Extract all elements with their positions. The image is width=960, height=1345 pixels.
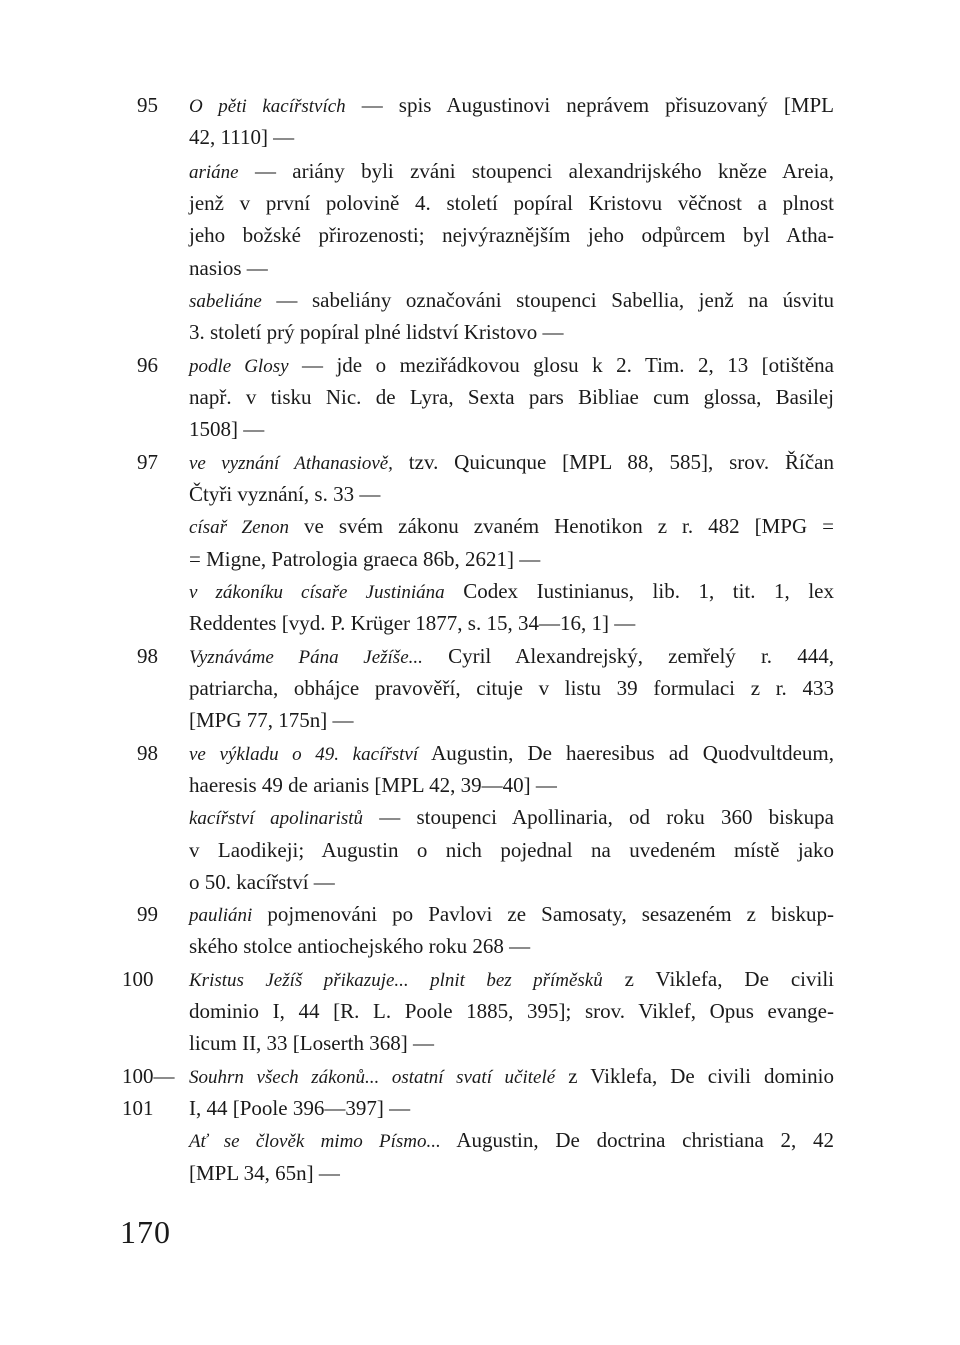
verse-reference-number: 101 — [122, 1096, 154, 1120]
text-line — [0, 769, 960, 801]
note-text — [189, 252, 268, 284]
note-text — [189, 316, 563, 348]
lemma-italic: v zákoníku císaře Justiniána — [189, 582, 445, 603]
text-line — [0, 252, 960, 284]
note-text — [189, 930, 530, 962]
text-line — [0, 1060, 960, 1092]
note-segment: Cyril Alexandrejský, zemřelý r. 444, — [422, 644, 834, 668]
note-text — [189, 1060, 834, 1094]
note-text — [189, 510, 834, 544]
note-text — [189, 704, 354, 736]
note-segment: patriarcha, obhájce pravověří, cituje v listu 39 formulaci z r. 433 — [189, 676, 834, 700]
note-text — [189, 1092, 410, 1124]
note-segment: I, 44 [Poole 396—397] — — [189, 1096, 411, 1120]
page-number: 170 — [120, 1214, 171, 1250]
note-segment: jeho božské přirozenosti; nejvýraznějším jeho odpůrcem byl Atha- — [189, 223, 834, 247]
note-segment: Augustin, De doctrina christiana 2, 42 — [440, 1128, 835, 1152]
note-text — [189, 737, 834, 771]
text-line — [0, 478, 960, 510]
note-text — [189, 349, 834, 383]
text-line — [0, 1092, 960, 1124]
note-segment: o 50. kacířství — — [189, 870, 335, 894]
note-segment: ve svém zákonu zvaném Henotikon z r. 482 [MPG = — [289, 514, 834, 538]
lemma-italic: kacířství apolinaristů — [189, 808, 364, 829]
text-line — [0, 413, 960, 445]
note-segment: [MPL 34, 65n] — — [189, 1161, 340, 1185]
note-text — [189, 672, 834, 704]
text-line — [0, 284, 960, 316]
text-line — [0, 995, 960, 1027]
note-text — [189, 963, 834, 997]
text-line — [0, 381, 960, 413]
text-line — [0, 898, 960, 930]
text-line — [0, 640, 960, 672]
lemma-italic: Vyznáváme Pána Ježíše... — [189, 647, 423, 668]
verse-reference-number: 98 — [137, 644, 158, 668]
text-line — [0, 121, 960, 153]
note-segment: v Laodikeji; Augustin o nich pojednal na uvedeném místě jako — [189, 838, 834, 862]
text-line — [0, 219, 960, 251]
text-line — [0, 316, 960, 348]
verse-reference-number: 100— — [122, 1064, 175, 1088]
text-line — [0, 801, 960, 833]
note-segment: Codex Iustinianus, lib. 1, tit. 1, lex — [444, 579, 834, 603]
note-segment: [MPG 77, 175n] — — [189, 708, 354, 732]
lemma-italic: Kristus Ježíš přikazuje... plnit bez příměsků — [189, 970, 603, 991]
note-text — [189, 898, 834, 932]
lemma-italic: Ať se člověk mimo Písmo... — [189, 1131, 441, 1152]
text-line — [0, 575, 960, 607]
lemma-italic: ve vyznání Athanasiově, — [189, 453, 393, 474]
note-segment: — ariány byli zváni stoupenci alexandrijského kněze Areia, — [238, 159, 834, 183]
note-segment: např. v tisku Nic. de Lyra, Sexta pars Bibliae cum glossa, Basilej — [189, 385, 834, 409]
note-segment: Čtyři vyznání, s. 33 — — [189, 482, 381, 506]
verse-reference-number: 96 — [137, 353, 158, 377]
lemma-italic: ve výkladu o 49. kacířství — [189, 744, 419, 765]
note-text — [189, 995, 834, 1027]
text-line — [0, 89, 960, 121]
note-segment: — jde o meziřádkovou glosu k 2. Tim. 2, 13 [otištěna — [288, 353, 834, 377]
note-text — [189, 446, 834, 480]
note-segment: Reddentes [vyd. P. Krüger 1877, s. 15, 34—16, 1] — — [189, 611, 636, 635]
note-segment: pojmenováni po Pavlovi ze Samosaty, sesazeném z biskup- — [252, 902, 834, 926]
verse-reference-number: 98 — [137, 741, 158, 765]
note-text — [189, 801, 834, 835]
note-segment: tzv. Quicunque [MPL 88, 585], srov. Říčan — [392, 450, 834, 474]
text-line — [0, 607, 960, 639]
note-text — [189, 381, 834, 413]
note-text — [189, 155, 834, 189]
text-line — [0, 543, 960, 575]
note-segment: = Migne, Patrologia graeca 86b, 2621] — — [189, 547, 541, 571]
lemma-italic: pauliáni — [189, 905, 253, 926]
note-segment: haeresis 49 de arianis [MPL 42, 39—40] — — [189, 773, 557, 797]
text-line — [0, 1157, 960, 1189]
note-text — [189, 834, 834, 866]
note-text — [189, 413, 264, 445]
note-text — [189, 121, 294, 153]
text-line — [0, 866, 960, 898]
note-segment: z Viklefa, De civili — [602, 967, 834, 991]
note-text — [189, 89, 834, 123]
note-segment: 42, 1110] — — [189, 125, 295, 149]
note-text — [189, 1027, 434, 1059]
text-line — [0, 155, 960, 187]
verse-reference-number: 97 — [137, 450, 158, 474]
note-segment: 3. století prý popíral plné lidství Kristovo — — [189, 320, 564, 344]
verse-reference-number: 100 — [122, 967, 154, 991]
note-text — [189, 1124, 834, 1158]
note-text — [189, 769, 557, 801]
note-text — [189, 187, 834, 219]
lemma-italic: O pěti kacířstvích — [189, 96, 346, 117]
note-segment: 1508] — — [189, 417, 265, 441]
note-text — [189, 543, 540, 575]
note-text — [189, 607, 635, 639]
text-line — [0, 349, 960, 381]
lemma-italic: sabeliáne — [189, 291, 262, 312]
lemma-italic: císař Zenon — [189, 517, 289, 538]
note-text — [189, 219, 834, 251]
note-text — [189, 1157, 340, 1189]
note-segment: licum II, 33 [Loserth 368] — — [189, 1031, 434, 1055]
text-line — [0, 187, 960, 219]
note-segment: — stoupenci Apollinaria, od roku 360 biskupa — [363, 805, 834, 829]
note-segment: jenž v první polovině 4. století popíral Kristovu věčnost a plnost — [189, 191, 834, 215]
text-line — [0, 1124, 960, 1156]
note-text — [189, 640, 834, 674]
verse-reference-number: 99 — [137, 902, 158, 926]
note-segment: — sabeliány označováni stoupenci Sabellia, jenž na úsvitu — [261, 288, 834, 312]
note-segment: Augustin, De haeresibus ad Quodvultdeum, — [418, 741, 834, 765]
note-segment: ského stolce antiochejského roku 268 — — [189, 934, 531, 958]
text-line — [0, 737, 960, 769]
text-line — [0, 510, 960, 542]
note-segment: z Viklefa, De civili dominio — [555, 1064, 834, 1088]
text-line — [0, 446, 960, 478]
text-line — [0, 963, 960, 995]
lemma-italic: podle Glosy — [189, 356, 289, 377]
text-line — [0, 1027, 960, 1059]
text-line — [0, 672, 960, 704]
note-text — [189, 866, 335, 898]
lemma-italic: Souhrn všech zákonů... ostatní svatí učitelé — [189, 1067, 556, 1088]
verse-reference-number: 95 — [137, 93, 158, 117]
lemma-italic: ariáne — [189, 162, 239, 183]
note-segment: — spis Augustinovi neprávem přisuzovaný [MPL — [345, 93, 834, 117]
note-text — [189, 284, 834, 318]
note-segment: dominio I, 44 [R. L. Poole 1885, 395]; srov. Viklef, Opus evange- — [189, 999, 834, 1023]
text-line — [0, 704, 960, 736]
note-segment: nasios — — [189, 256, 268, 280]
text-line — [0, 834, 960, 866]
note-text — [189, 575, 834, 609]
text-line — [0, 930, 960, 962]
note-text — [189, 478, 380, 510]
